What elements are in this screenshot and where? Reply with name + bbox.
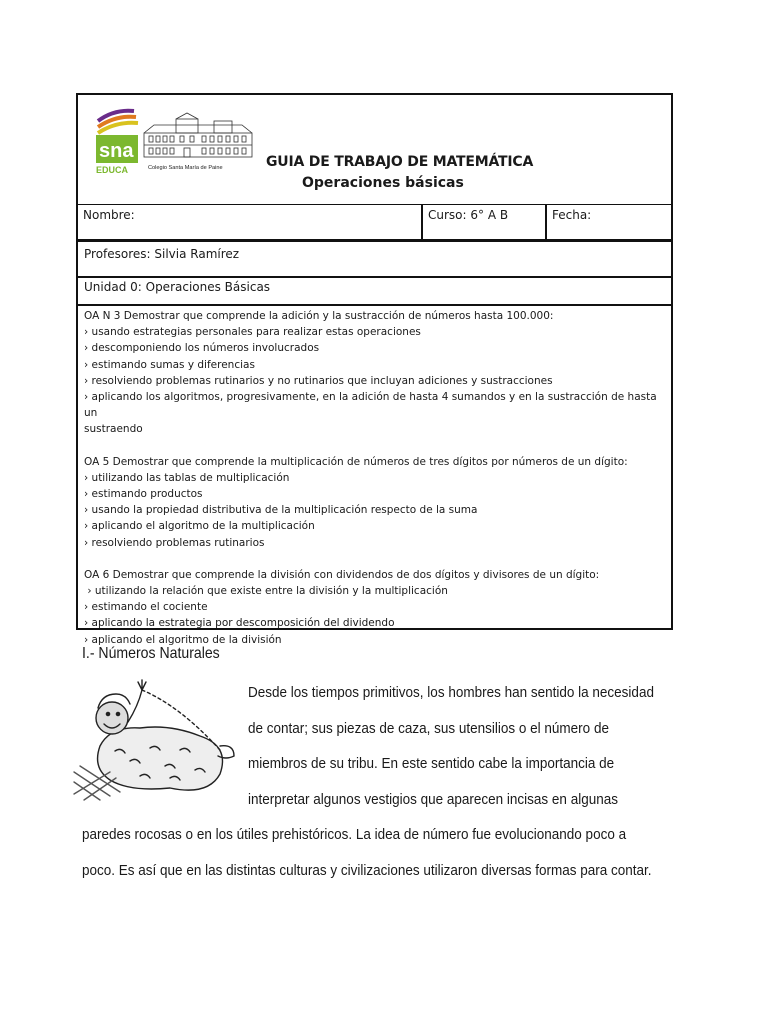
- objectives-list: [84, 308, 664, 648]
- teacher-row: [78, 240, 671, 276]
- caveman-illustration: [70, 676, 242, 804]
- logo-text: sna: [99, 140, 134, 162]
- paragraph-line-4: interpretar algunos vestigios que aparecen incisas en algunas: [248, 791, 618, 808]
- objective-heading: OA 5 Demostrar que comprende la multiplicación de números de tres dígitos por números de un dígito:: [84, 455, 628, 468]
- objective-item: › aplicando los algoritmos, progresivamente, en la adición de hasta 4 sumandos y en la sustracción de hasta un: [84, 391, 657, 420]
- unit-row: [78, 276, 671, 304]
- document-header: [78, 95, 671, 204]
- building-icon: [144, 113, 252, 157]
- unit-label: Unidad 0: Operaciones Básicas: [84, 280, 271, 294]
- objective-item: sustraendo: [84, 423, 143, 436]
- objective-item: › aplicando el algoritmo de la multiplicación: [84, 520, 315, 533]
- school-logo: [94, 107, 254, 177]
- objective-item: › aplicando la estrategia por descomposición del dividendo: [84, 617, 395, 630]
- objective-item: › descomponiendo los números involucrados: [84, 342, 320, 355]
- fecha-field[interactable]: Fecha:: [552, 208, 592, 222]
- objective-item: › usando estrategias personales para realizar estas operaciones: [84, 326, 421, 339]
- section-title: I.- Números Naturales: [82, 645, 220, 662]
- paragraph-line-3: miembros de su tribu. En este sentido cabe la importancia de: [248, 755, 615, 772]
- objective-item: › utilizando las tablas de multiplicación: [84, 471, 290, 484]
- objective-item: › estimando el cociente: [84, 601, 208, 614]
- curso-field[interactable]: Curso: 6° A B: [423, 205, 547, 239]
- objective-item: › utilizando la relación que existe entre la división y la multiplicación: [84, 585, 448, 598]
- objective-item: › resolviendo problemas rutinarios: [84, 536, 265, 549]
- logo-subtext: EDUCA: [96, 165, 129, 175]
- paragraph-line-2: de contar; sus piezas de caza, sus utensilios o el número de: [248, 720, 609, 737]
- nombre-field[interactable]: Nombre:: [78, 205, 423, 239]
- objective-item: › usando la propiedad distributiva de la multiplicación respecto de la suma: [84, 504, 478, 517]
- teacher-label: Profesores: Silvia Ramírez: [84, 247, 240, 261]
- paragraph-line-5: paredes rocosas o en los útiles prehistóricos. La idea de número fue evolucionando poco a: [82, 826, 627, 843]
- objective-item: › estimando sumas y diferencias: [84, 358, 255, 371]
- objective-heading: OA 6 Demostrar que comprende la división con dividendos de dos dígitos y divisores de un dígito:: [84, 568, 600, 581]
- page-title: GUIA DE TRABAJO DE MATEMÁTICA: [266, 154, 534, 170]
- header-table: [76, 93, 673, 646]
- page-subtitle: Operaciones básicas: [302, 175, 464, 191]
- paragraph-line-1: Desde los tiempos primitivos, los hombres han sentido la necesidad: [248, 684, 654, 701]
- objective-item: › resolviendo problemas rutinarios y no rutinarios que incluyan adiciones y sustracciones: [84, 374, 553, 387]
- objective-item: › aplicando el algoritmo de la división: [84, 633, 282, 646]
- paragraph-line-6: poco. Es así que en las distintas culturas y civilizaciones utilizaron diversas formas para contar.: [82, 862, 652, 879]
- objective-heading: OA N 3 Demostrar que comprende la adición y la sustracción de números hasta 100.000:: [84, 310, 554, 322]
- student-info-row: [78, 204, 671, 240]
- school-name: Colegio Santa María de Paine: [148, 165, 223, 171]
- objectives-row: [78, 304, 671, 646]
- objective-item: › estimando productos: [84, 488, 203, 501]
